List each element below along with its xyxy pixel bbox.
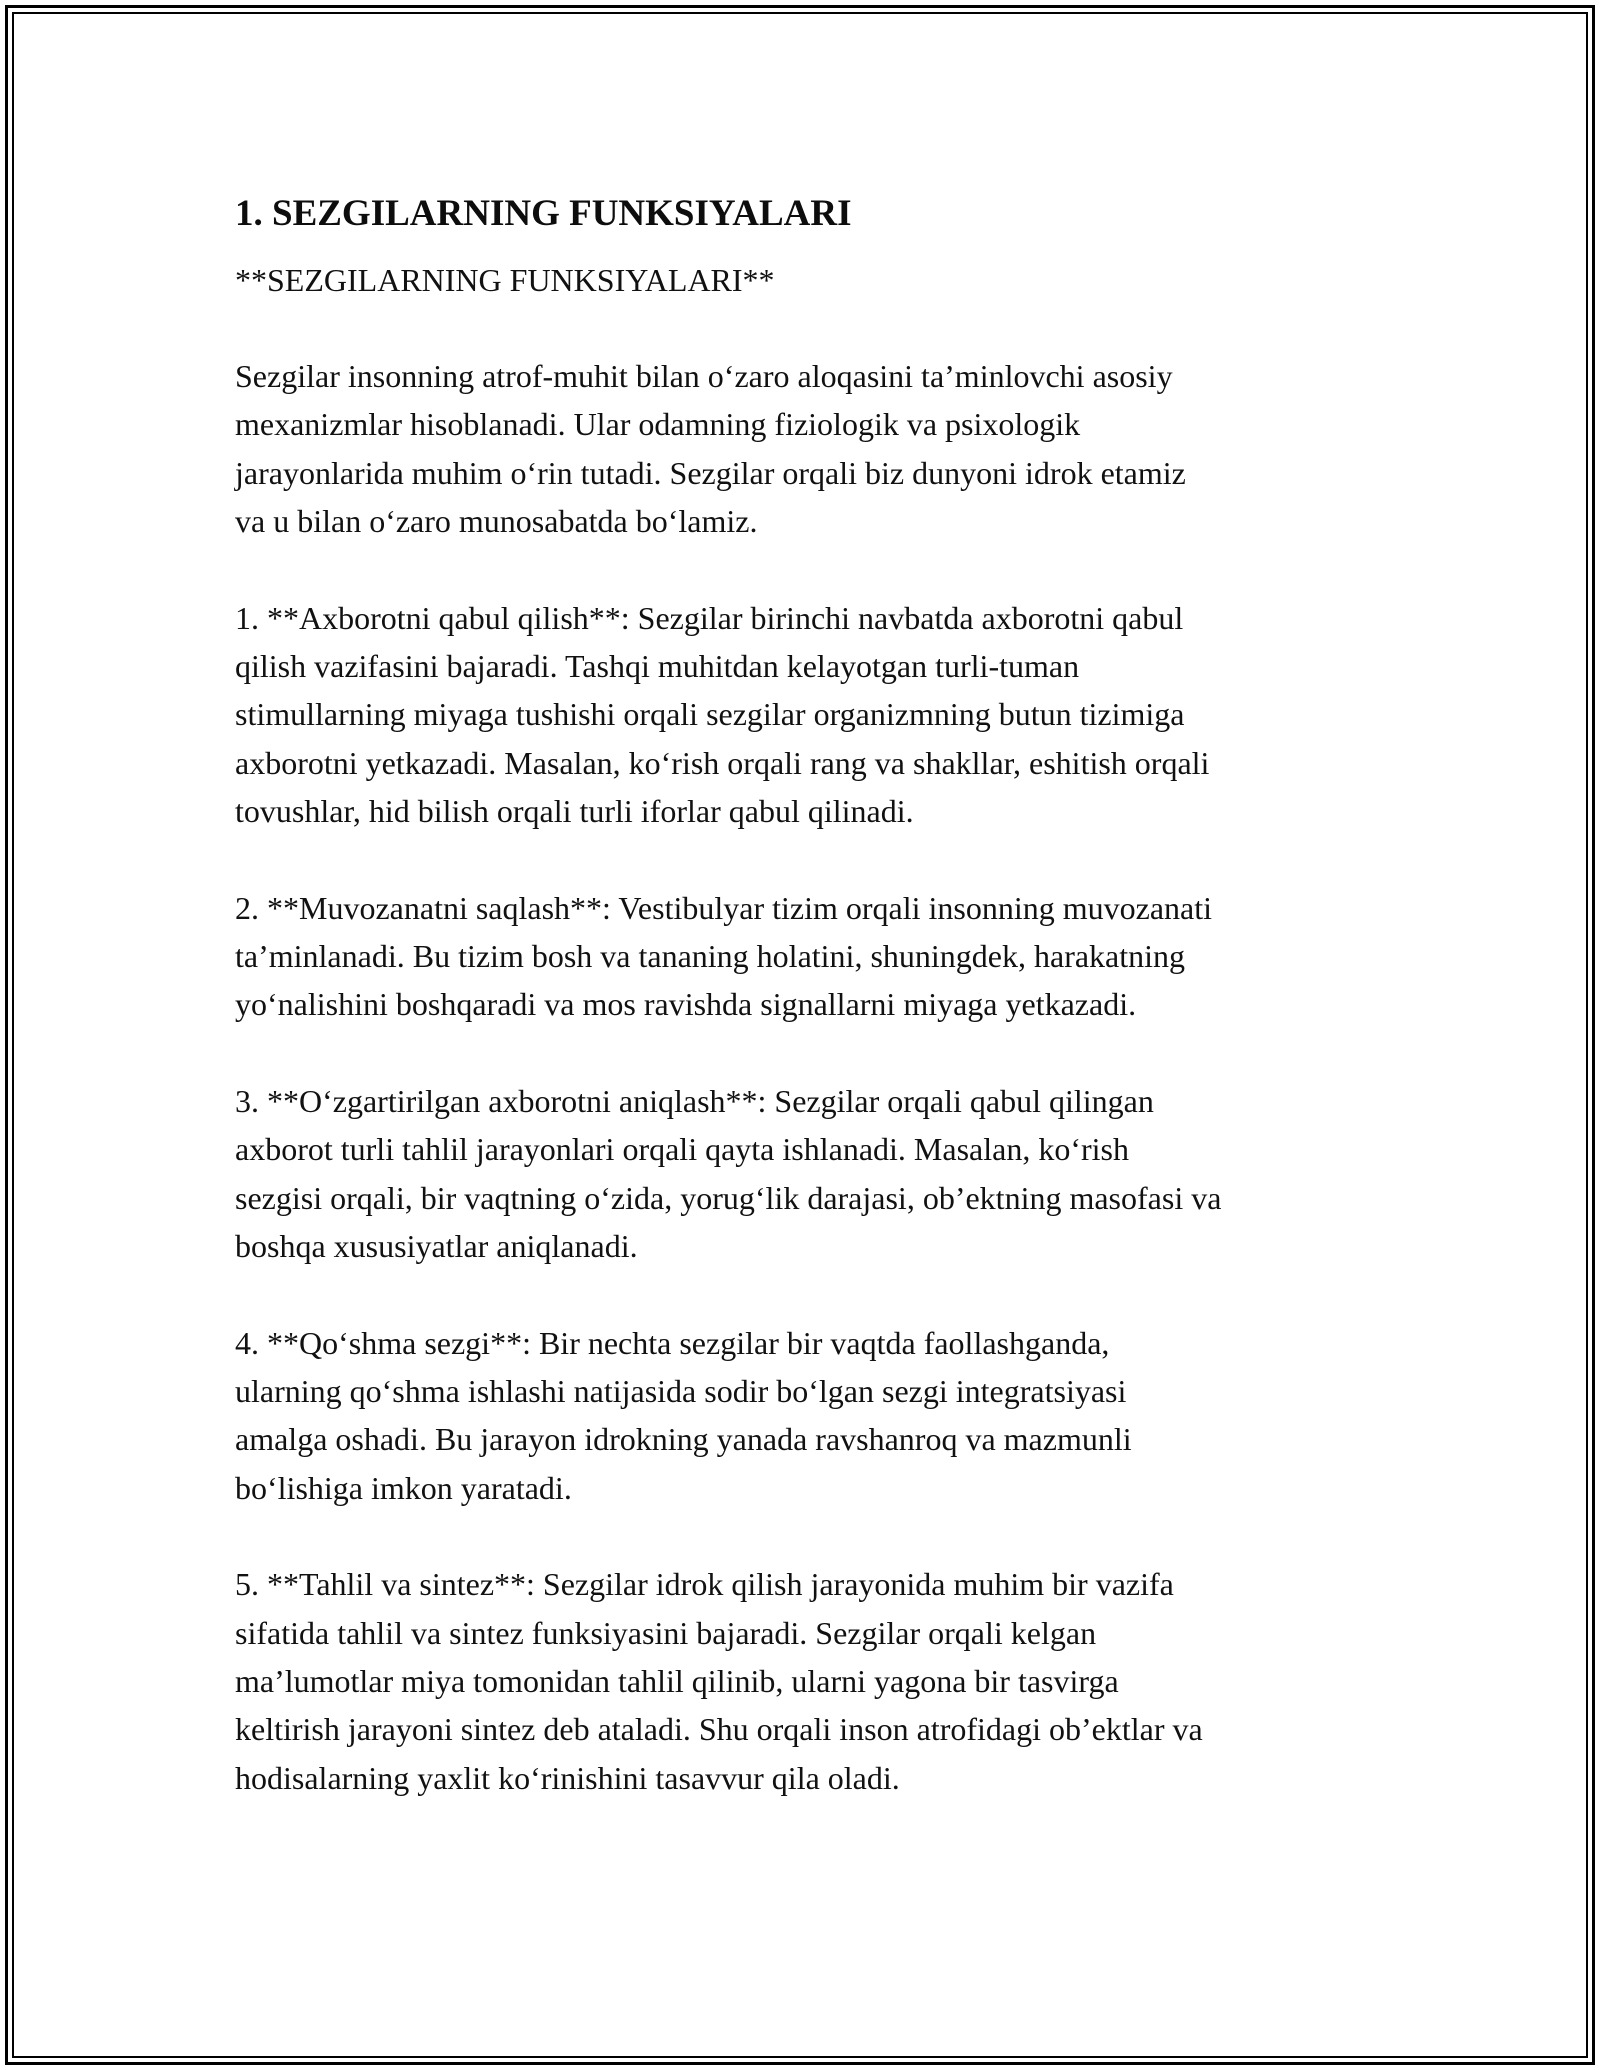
paragraph-tahlil-va-sintez: 5. **Tahlil va sintez**: Sezgilar idrok qilish jarayonida muhim bir vazifa sifatida tahlil va sintez funksiyasini bajaradi. Sezgilar orqali kelgan ma’lumotlar miya tomonidan tahlil qilinib, ularni yagona bir tasvirga keltirish jarayoni sintez deb ataladi. Shu orqali inson atrofidagi ob’ektlar va hodisalarning yaxlit ko‘rinishini tasavvur qila oladi. [235,1566,1203,1796]
paragraph-ozgartirilgan-axborot: 3. **O‘zgartirilgan axborotni aniqlash**: Sezgilar orqali qabul qilingan axborot turli tahlil jarayonlari orqali qayta ishlanadi. Masalan, ko‘rish sezgisi orqali, bir vaqtning o‘zida, yorug‘lik darajasi, ob’ektning masofasi va boshqa xususiyatlar aniqlanadi. [235,1082,1222,1265]
section-subtitle: **SEZGILARNING FUNKSIYALARI** [235,262,775,298]
page-title: 1. SEZGILARNING FUNKSIYALARI [235,193,852,234]
paragraph-muvozanatni-saqlash: 2. **Muvozanatni saqlash**: Vestibulyar tizim orqali insonning muvozanati ta’minlanadi. Bu tizim bosh va tananing holatini, shuningdek, harakatning yo‘nalishini boshqaradi va mos ravishda signallarni miyaga yetkazadi. [235,889,1213,1023]
paragraph-qoshma-sezgi: 4. **Qo‘shma sezgi**: Bir nechta sezgilar bir vaqtda faollashganda, ularning qo‘shma ishlashi natijasida sodir bo‘lgan sezgi integratsiyasi amalga oshadi. Bu jarayon idrokning yanada ravshanroq va mazmunli bo‘lishiga imkon yaratadi. [235,1324,1132,1506]
paragraph-axborotni-qabul-qilish: 1. **Axborotni qabul qilish**: Sezgilar birinchi navbatda axborotni qabul qilish vazifasini bajaradi. Tashqi muhitdan kelayotgan turli-tuman stimullarning miyaga tushishi orqali sezgilar organizmning butun tizimiga axborotni yetkazadi. Masalan, ko‘rish orqali rang va shakllar, eshitish orqali tovushlar, hid bilish orqali turli iforlar qabul qilinadi. [235,599,1210,830]
document-body [235,188,1375,1802]
intro-paragraph: Sezgilar insonning atrof-muhit bilan o‘zaro aloqasini ta’minlovchi asosiy mexanizmlar hisoblanadi. Ular odamning fiziologik va psixologik jarayonlarida muhim o‘rin tutadi. Sezgilar orqali biz dunyoni idrok etamiz va u bilan o‘zaro munosabatda bo‘lamiz. [235,358,1186,540]
